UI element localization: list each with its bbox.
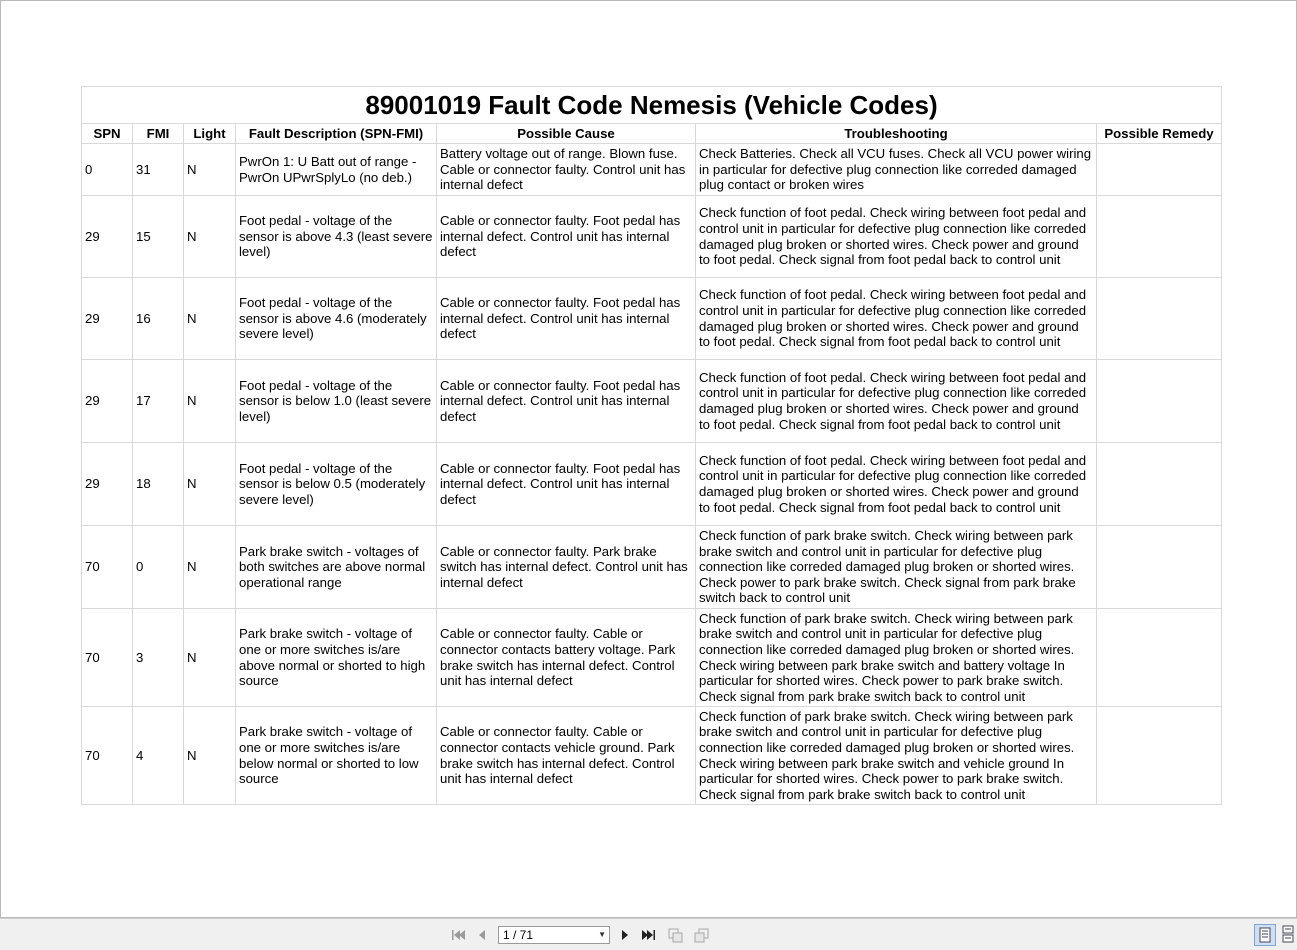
cell-description: Park brake switch - voltage of one or more switches is/are below normal or shorted to low source (236, 707, 437, 805)
cell-light: N (184, 443, 236, 526)
cell-spn: 29 (82, 360, 133, 443)
next-page-button[interactable] (617, 927, 633, 943)
cell-spn: 70 (82, 707, 133, 805)
cell-fmi: 15 (133, 196, 184, 278)
cell-description: Foot pedal - voltage of the sensor is above 4.3 (least severe level) (236, 196, 437, 278)
column-header-description: Fault Description (SPN-FMI) (236, 124, 437, 144)
cell-cause: Cable or connector faulty. Cable or connector contacts vehicle ground. Park brake switch has internal defect. Control unit has internal defect (437, 707, 696, 805)
cell-fmi: 0 (133, 526, 184, 609)
cell-light: N (184, 278, 236, 360)
cell-remedy (1097, 360, 1222, 443)
cell-cause: Cable or connector faulty. Foot pedal has internal defect. Control unit has internal defect (437, 278, 696, 360)
cell-light: N (184, 196, 236, 278)
column-header-cause: Possible Cause (437, 124, 696, 144)
copy-page-button[interactable] (667, 927, 685, 943)
cell-cause: Battery voltage out of range. Blown fuse. Cable or connector faulty. Control unit has internal defect (437, 144, 696, 196)
column-header-spn: SPN (82, 124, 133, 144)
cell-troubleshooting: Check function of foot pedal. Check wiring between foot pedal and control unit in particular for defective plug connection like correded damaged plug broken or shorted wires. Check power and ground to foot pedal. Check signal from foot pedal back to control unit (696, 360, 1097, 443)
continuous-view-button[interactable] (1278, 924, 1297, 946)
cell-troubleshooting: Check function of foot pedal. Check wiring between foot pedal and control unit in particular for defective plug connection like correded damaged plug broken or shorted wires. Check power and ground to foot pedal. Check signal from foot pedal back to control unit (696, 196, 1097, 278)
page-number-select[interactable] (498, 926, 610, 944)
column-header-fmi: FMI (133, 124, 184, 144)
cell-cause: Cable or connector faulty. Foot pedal has internal defect. Control unit has internal defect (437, 196, 696, 278)
column-header-light: Light (184, 124, 236, 144)
paste-page-button[interactable] (693, 927, 711, 943)
cell-light: N (184, 144, 236, 196)
cell-troubleshooting: Check function of foot pedal. Check wiring between foot pedal and control unit in particular for defective plug connection like correded damaged plug broken or shorted wires. Check power and ground to foot pedal. Check signal from foot pedal back to control unit (696, 443, 1097, 526)
table-row (82, 196, 1222, 278)
cell-troubleshooting: Check function of foot pedal. Check wiring between foot pedal and control unit in particular for defective plug connection like correded damaged plug broken or shorted wires. Check power and ground to foot pedal. Check signal from foot pedal back to control unit (696, 278, 1097, 360)
previous-page-icon (474, 927, 490, 943)
duplicate-page-icon (693, 927, 711, 943)
cell-remedy (1097, 443, 1222, 526)
cell-remedy (1097, 196, 1222, 278)
cell-light: N (184, 609, 236, 707)
page-indicator: 1 / 71 (503, 928, 534, 942)
cell-cause: Cable or connector faulty. Foot pedal has internal defect. Control unit has internal defect (437, 360, 696, 443)
table-row (82, 360, 1222, 443)
table-row (82, 443, 1222, 526)
table-row (82, 144, 1222, 196)
cell-cause: Cable or connector faulty. Cable or connector contacts battery voltage. Park brake switch has internal defect. Control unit has internal defect (437, 609, 696, 707)
cell-spn: 70 (82, 526, 133, 609)
cell-remedy (1097, 278, 1222, 360)
cell-spn: 29 (82, 278, 133, 360)
cell-fmi: 17 (133, 360, 184, 443)
previous-page-button[interactable] (474, 927, 490, 943)
cell-spn: 29 (82, 443, 133, 526)
first-page-button[interactable] (449, 927, 467, 943)
cell-description: Foot pedal - voltage of the sensor is below 0.5 (moderately severe level) (236, 443, 437, 526)
cell-spn: 29 (82, 196, 133, 278)
table-row (82, 526, 1222, 609)
copy-page-icon (667, 927, 685, 943)
document-title: 89001019 Fault Code Nemesis (Vehicle Codes) (82, 87, 1222, 124)
cell-light: N (184, 707, 236, 805)
last-page-button[interactable] (639, 927, 659, 943)
cell-remedy (1097, 707, 1222, 805)
cell-remedy (1097, 526, 1222, 609)
single-page-view-button[interactable] (1254, 924, 1276, 946)
next-page-icon (617, 927, 633, 943)
column-header-troubleshooting: Troubleshooting (696, 124, 1097, 144)
cell-description: PwrOn 1: U Batt out of range - PwrOn UPwrSplyLo (no deb.) (236, 144, 437, 196)
page-navigation-toolbar (0, 918, 1297, 950)
cell-light: N (184, 526, 236, 609)
cell-fmi: 18 (133, 443, 184, 526)
cell-fmi: 16 (133, 278, 184, 360)
table-row (82, 707, 1222, 805)
first-page-icon (449, 927, 467, 943)
cell-cause: Cable or connector faulty. Foot pedal has internal defect. Control unit has internal defect (437, 443, 696, 526)
last-page-icon (639, 927, 659, 943)
cell-fmi: 31 (133, 144, 184, 196)
cell-troubleshooting: Check Batteries. Check all VCU fuses. Check all VCU power wiring in particular for defective plug connection like correded damaged plug contact or broken wires (696, 144, 1097, 196)
cell-description: Foot pedal - voltage of the sensor is below 1.0 (least severe level) (236, 360, 437, 443)
continuous-view-icon (1278, 924, 1297, 944)
cell-troubleshooting: Check function of park brake switch. Check wiring between park brake switch and control unit in particular for defective plug connection like correded damaged plug broken or shorted wires. Check power to park brake switch. Check signal from park brake switch back to control unit (696, 526, 1097, 609)
table-row (82, 609, 1222, 707)
single-page-view-icon (1255, 925, 1275, 945)
cell-spn: 0 (82, 144, 133, 196)
table-row (82, 278, 1222, 360)
fault-code-table (81, 86, 1222, 805)
cell-description: Park brake switch - voltages of both switches are above normal operational range (236, 526, 437, 609)
cell-troubleshooting: Check function of park brake switch. Check wiring between park brake switch and control unit in particular for defective plug connection like correded damaged plug broken or shorted wires. Check wiring between park brake switch and battery voltage In particular for shorted wires. Check power to park brake switch. Check signal from park brake switch back to control unit (696, 609, 1097, 707)
cell-fmi: 4 (133, 707, 184, 805)
column-header-remedy: Possible Remedy (1097, 124, 1222, 144)
cell-fmi: 3 (133, 609, 184, 707)
cell-remedy (1097, 144, 1222, 196)
column-header-row (82, 124, 1222, 144)
cell-description: Park brake switch - voltage of one or more switches is/are above normal or shorted to high source (236, 609, 437, 707)
cell-remedy (1097, 609, 1222, 707)
cell-cause: Cable or connector faulty. Park brake switch has internal defect. Control unit has internal defect (437, 526, 696, 609)
cell-troubleshooting: Check function of park brake switch. Check wiring between park brake switch and control unit in particular for defective plug connection like correded damaged plug broken or shorted wires. Check wiring between park brake switch and vehicle ground In particular for shorted wires. Check power to park brake switch. Check signal from park brake switch back to control unit (696, 707, 1097, 805)
cell-spn: 70 (82, 609, 133, 707)
chevron-down-icon: ▼ (598, 930, 606, 939)
cell-light: N (184, 360, 236, 443)
cell-description: Foot pedal - voltage of the sensor is above 4.6 (moderately severe level) (236, 278, 437, 360)
